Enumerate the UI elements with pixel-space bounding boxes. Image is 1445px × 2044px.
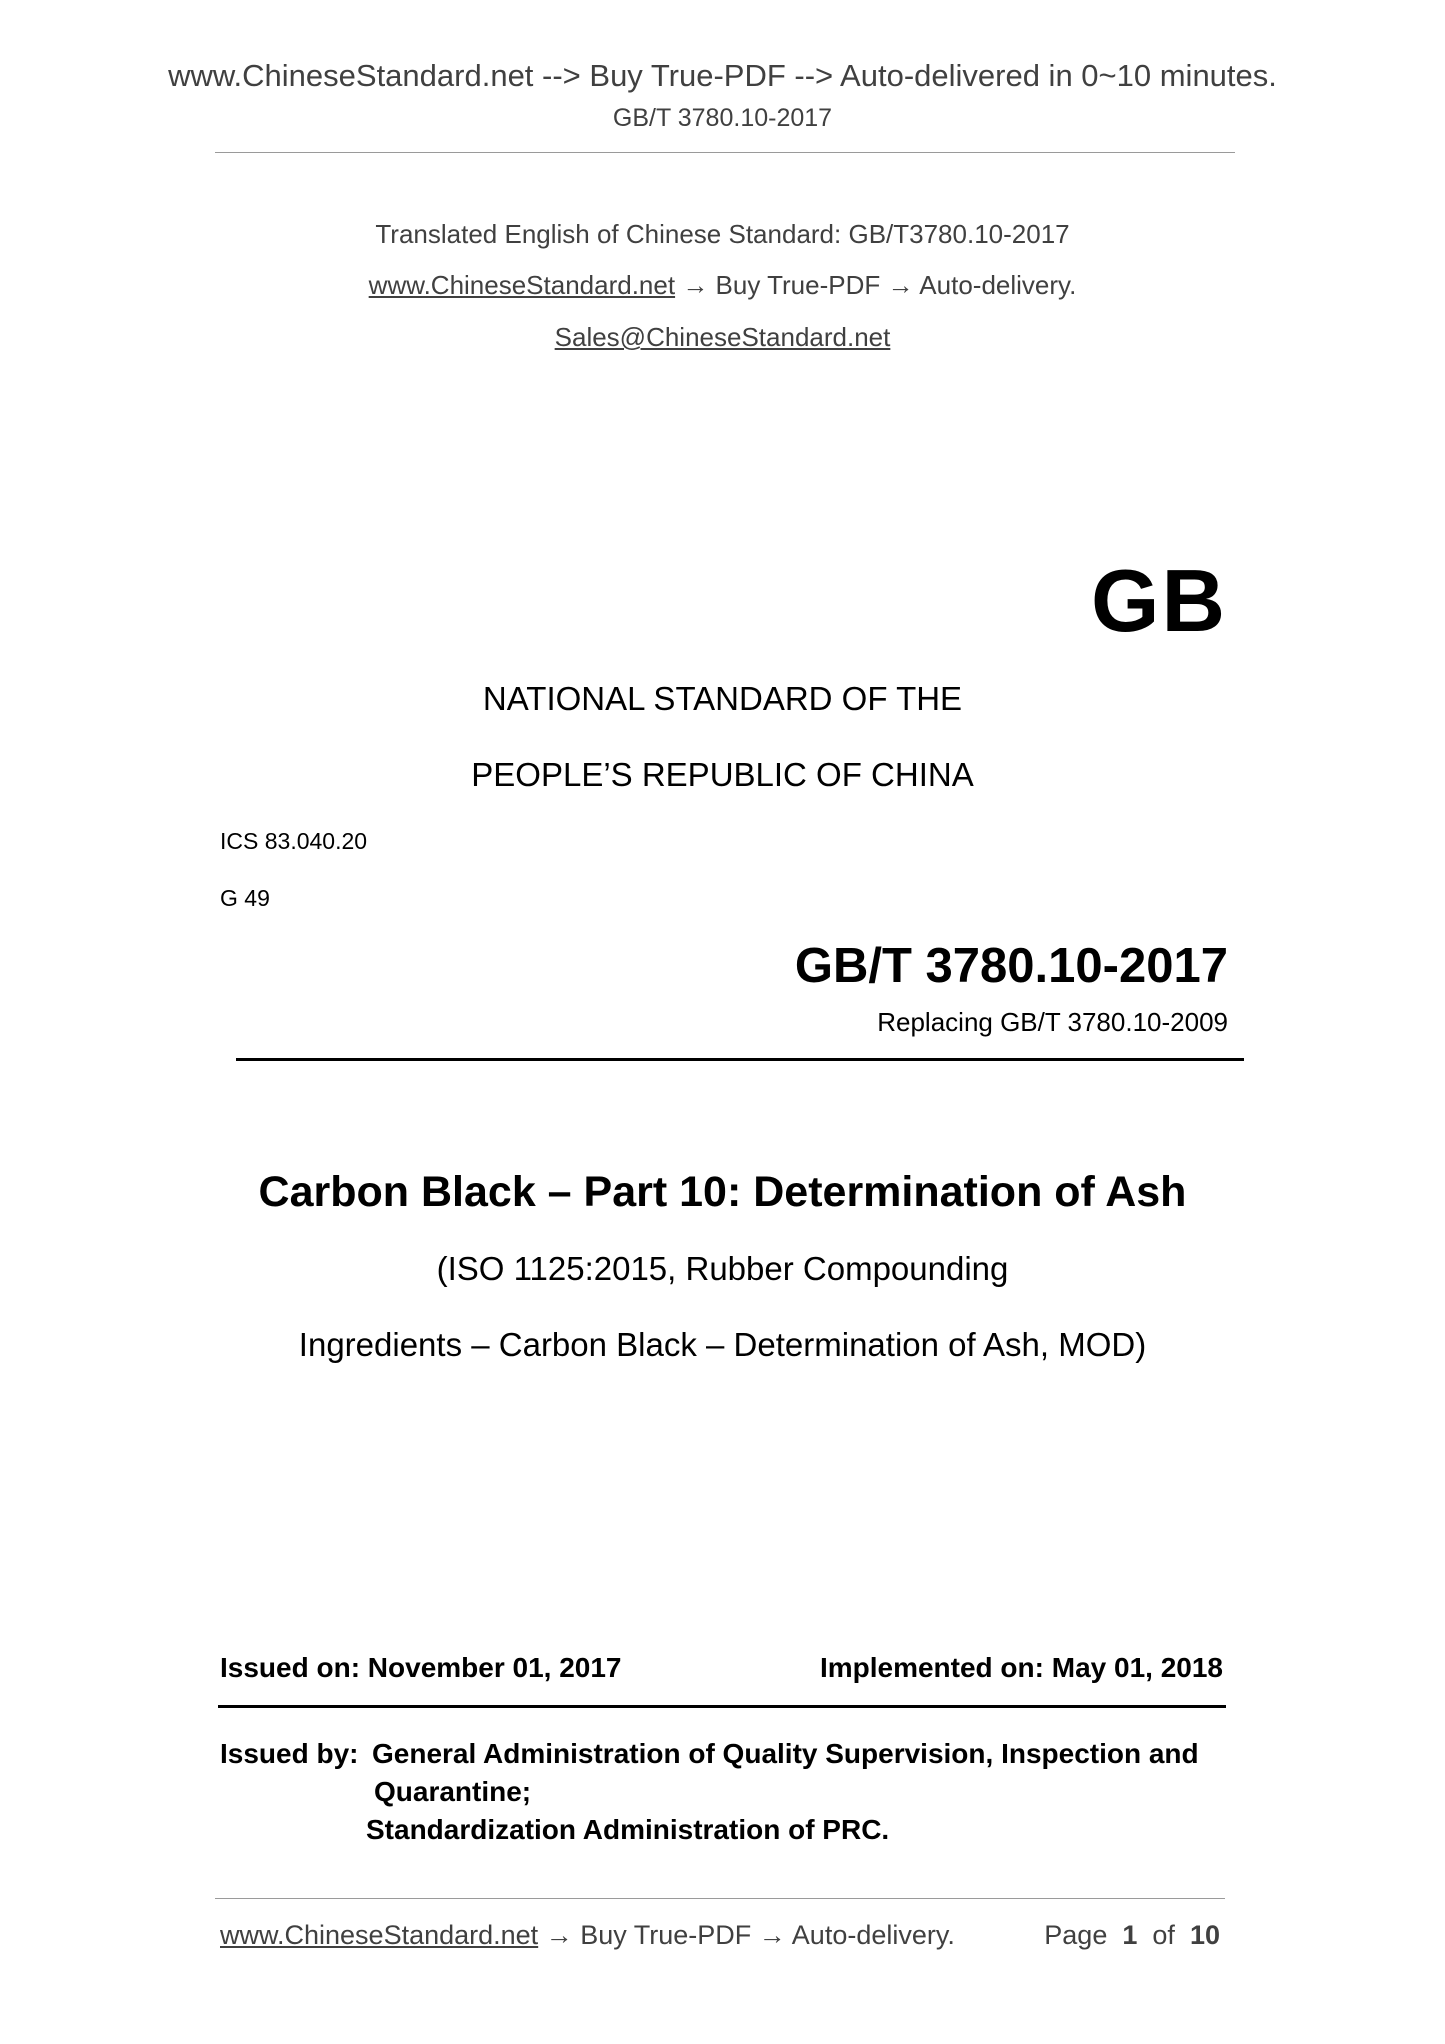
header-standard-code: GB/T 3780.10-2017 <box>612 104 833 132</box>
arrow-icon: → <box>682 270 709 300</box>
of-label: of <box>1152 1920 1175 1950</box>
footer-delivery-text: Auto-delivery. <box>791 1920 955 1950</box>
email-link[interactable]: Sales@ChineseStandard.net <box>554 322 891 352</box>
title-sub-line2: Ingredients – Carbon Black – Determination of Ash, MOD) <box>298 1326 1147 1363</box>
issued-by-label: Issued by: <box>220 1738 359 1769</box>
standard-divider <box>236 1058 1244 1061</box>
header-banner: www.ChineseStandard.net --> Buy True-PDF --> Auto-delivered in 0~10 minutes. <box>168 58 1277 93</box>
page-label: Page <box>1044 1920 1108 1950</box>
national-standard-line2: PEOPLE’S REPUBLIC OF CHINA <box>471 756 974 793</box>
footer-buy-text: Buy True-PDF <box>580 1920 752 1950</box>
issued-date: Issued on: November 01, 2017 <box>220 1652 622 1683</box>
ics-code: ICS 83.040.20 <box>220 828 368 854</box>
buy-text: Buy True-PDF <box>715 270 881 300</box>
replacing-note: Replacing GB/T 3780.10-2009 <box>877 1007 1228 1037</box>
footer-purchase-line <box>220 1920 955 1951</box>
document-title: Carbon Black – Part 10: Determination of Ash <box>258 1168 1187 1216</box>
issuer-line2: Quarantine; <box>374 1776 532 1807</box>
purchase-line <box>0 270 1445 301</box>
gb-logo: GB <box>1091 551 1227 650</box>
arrow-icon: → <box>887 270 914 300</box>
ccs-code: G 49 <box>220 885 270 911</box>
translation-note: Translated English of Chinese Standard: GB/T3780.10-2017 <box>375 219 1070 249</box>
arrow-icon: → <box>545 1920 573 1950</box>
national-standard-line1: NATIONAL STANDARD OF THE <box>482 680 963 717</box>
arrow-icon: → <box>758 1920 786 1950</box>
delivery-text: Auto-delivery. <box>919 270 1077 300</box>
email-line <box>0 322 1445 353</box>
title-sub-line1: (ISO 1125:2015, Rubber Compounding <box>436 1250 1009 1287</box>
implemented-date: Implemented on: May 01, 2018 <box>819 1652 1223 1683</box>
header-divider <box>215 152 1235 153</box>
dates-divider <box>218 1705 1226 1708</box>
page-number: 1 <box>1122 1920 1138 1950</box>
issuer-line1: General Administration of Quality Supervision, Inspection and <box>372 1738 1199 1769</box>
issuer-line3: Standardization Administration of PRC. <box>366 1814 890 1845</box>
standard-number: GB/T 3780.10-2017 <box>794 939 1228 993</box>
site-link[interactable]: www.ChineseStandard.net <box>368 270 676 300</box>
page-total: 10 <box>1189 1920 1220 1950</box>
page-indicator <box>1044 1920 1220 1951</box>
footer-divider <box>215 1898 1225 1899</box>
footer-site-link[interactable]: www.ChineseStandard.net <box>220 1920 539 1950</box>
